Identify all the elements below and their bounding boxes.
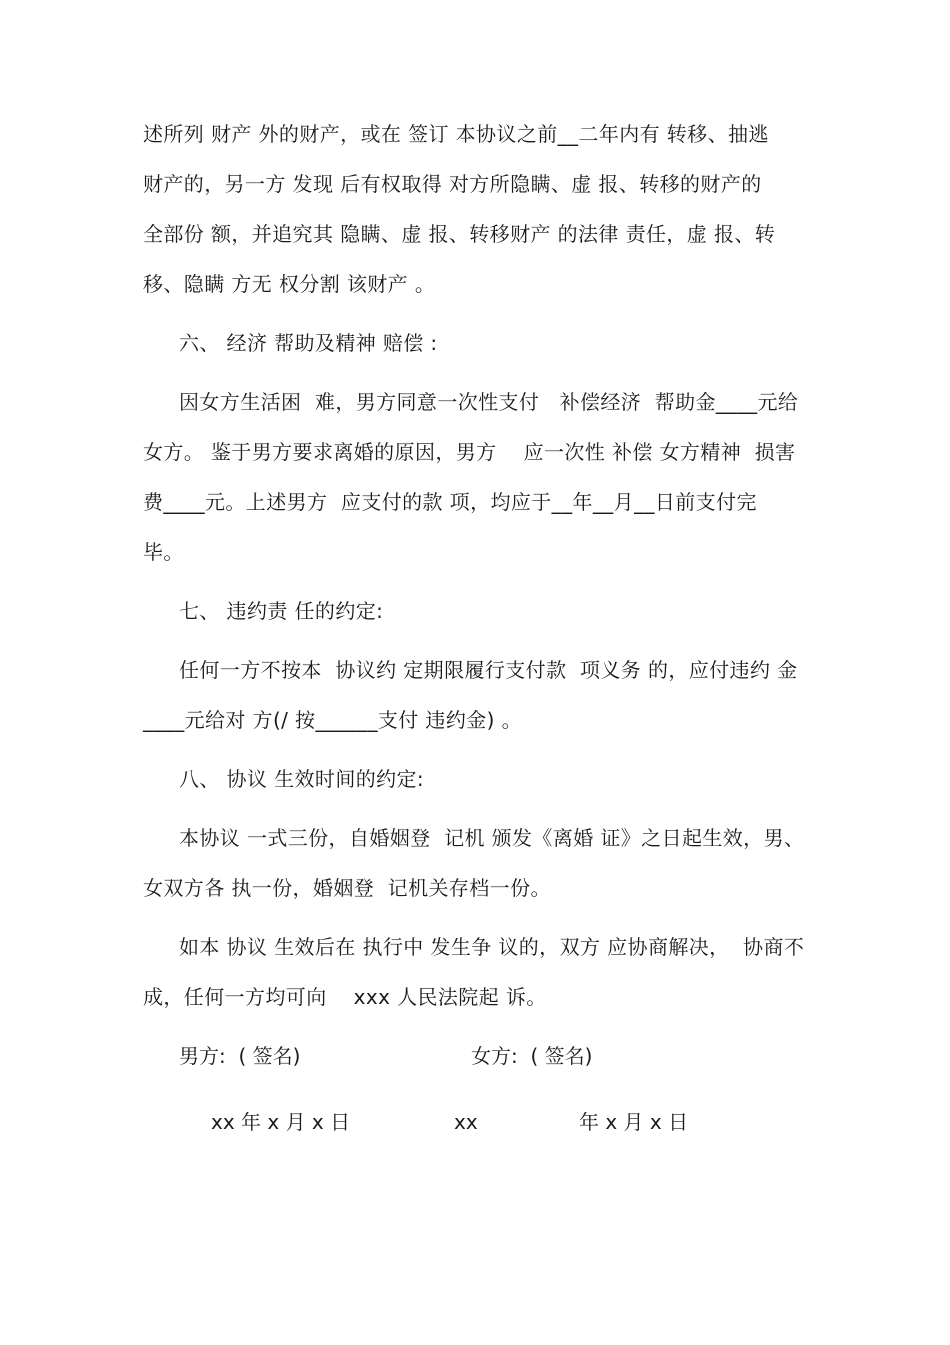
text-line: 如本 协议 生效后在 执行中 发生争 议的，双方 应协商解决， 协商不 bbox=[179, 935, 805, 959]
text-line: 成，任何一方均可向 xxx 人民法院起 诉。 bbox=[143, 985, 547, 1009]
text-line: 全部份 额，并追究其 隐瞒、虚 报、转移财产 的法律 责任，虚 报、转 bbox=[143, 222, 776, 246]
section-heading: 七、 违约责 任的约定: bbox=[179, 599, 384, 623]
female-signature-date-prefix: xx bbox=[454, 1110, 478, 1134]
female-signature-date: 年 x 月 x 日 bbox=[579, 1110, 689, 1134]
text-line: 任何一方不按本 协议约 定期限履行支付款 项义务 的，应付违约 金 bbox=[179, 658, 798, 682]
text-line: 移、隐瞒 方无 权分割 该财产 。 bbox=[143, 272, 436, 296]
section-heading: 八、 协议 生效时间的约定: bbox=[179, 767, 425, 791]
signature-block bbox=[143, 1044, 808, 1194]
signature-label-row bbox=[143, 1044, 808, 1068]
male-signature-label: 男方: ( 签名) bbox=[179, 1044, 301, 1068]
text-line: 因女方生活困 难，男方同意一次性支付 补偿经济 帮助金____元给 bbox=[179, 390, 799, 414]
signature-date-row bbox=[143, 1110, 808, 1134]
text-line: 费____元。上述男方 应支付的款 项，均应于__年__月__日前支付完 bbox=[143, 490, 757, 514]
text-line: 女方。 鉴于男方要求离婚的原因，男方 应一次性 补偿 女方精神 损害 bbox=[143, 440, 796, 464]
text-line: 本协议 一式三份，自婚姻登 记机 颁发《离婚 证》之日起生效，男、 bbox=[179, 826, 805, 850]
text-line: 述所列 财产 外的财产，或在 签订 本协议之前__二年内有 转移、抽逃 bbox=[143, 122, 769, 146]
male-signature-date: xx 年 x 月 x 日 bbox=[211, 1110, 351, 1134]
female-signature-label: 女方: ( 签名) bbox=[471, 1044, 593, 1068]
text-line: 财产的，另一方 发现 后有权取得 对方所隐瞒、虚 报、转移的财产的 bbox=[143, 172, 762, 196]
document-body bbox=[143, 122, 808, 1194]
text-line: 女双方各 执一份，婚姻登 记机关存档一份。 bbox=[143, 876, 551, 900]
text-line: 毕。 bbox=[143, 540, 184, 564]
text-line: ____元给对 方(/ 按______支付 违约金) 。 bbox=[143, 708, 522, 732]
section-heading: 六、 经济 帮助及精神 赔偿 : bbox=[179, 331, 438, 355]
